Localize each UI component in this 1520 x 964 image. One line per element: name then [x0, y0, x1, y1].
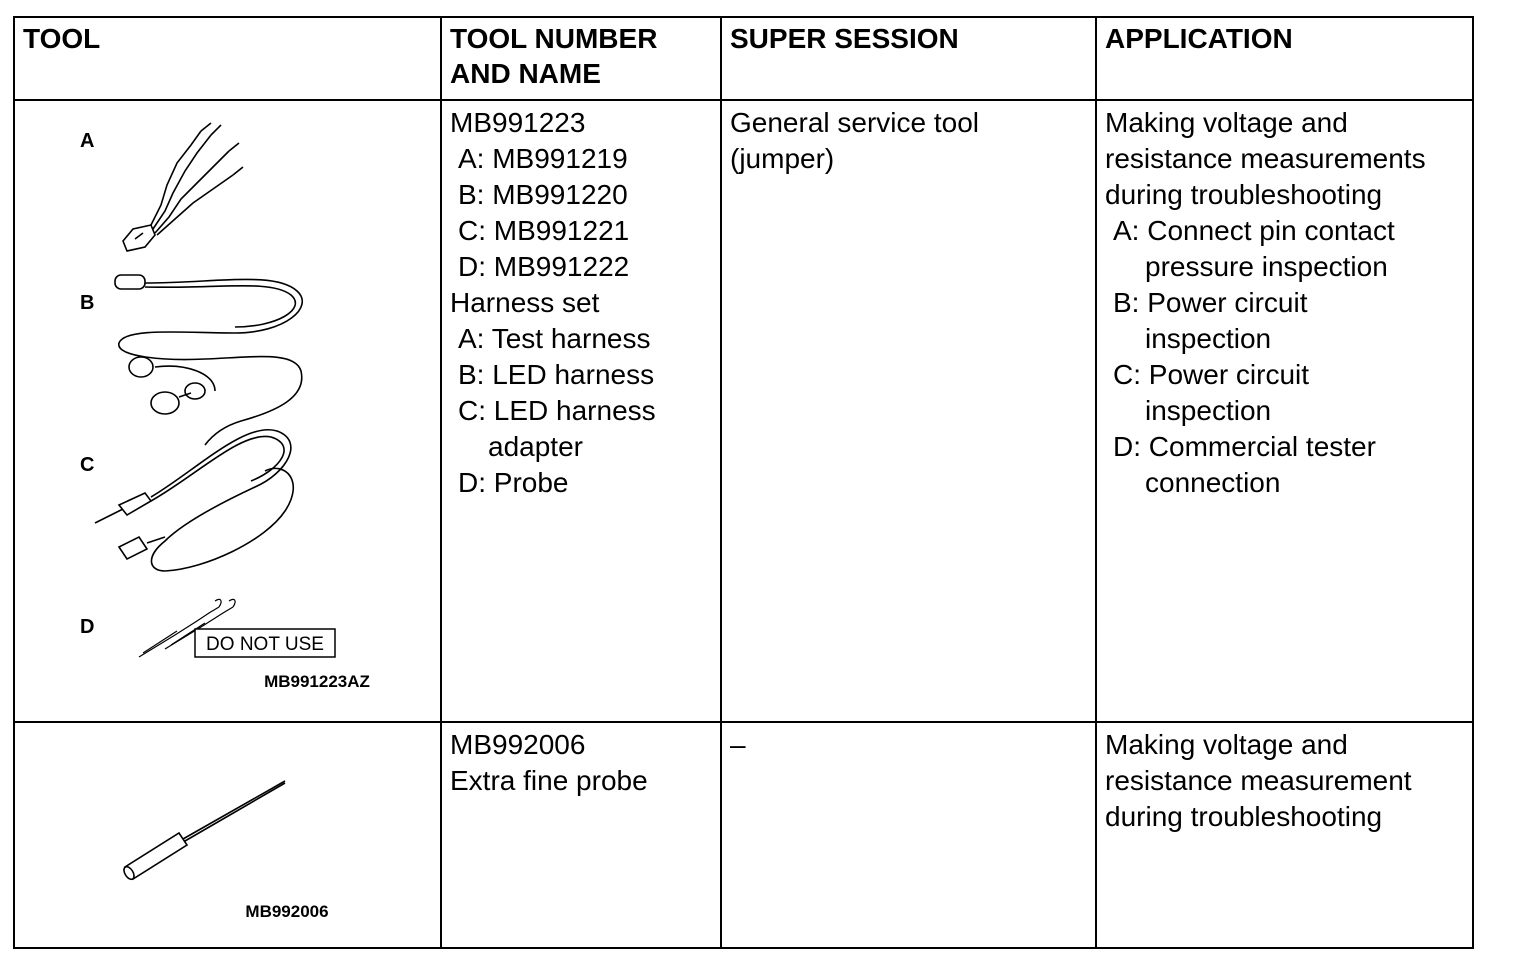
part-number: B: MB991220 [458, 179, 628, 210]
table-row [14, 100, 1473, 722]
application-line: resistance measurements [1105, 143, 1426, 174]
tool-number: MB992006 [450, 729, 586, 760]
label-b: B [80, 292, 95, 314]
label-c: C [80, 454, 95, 476]
application-line: during troubleshooting [1105, 801, 1383, 832]
application-item: C: Power circuit [1113, 359, 1310, 390]
application-item: A: Connect pin contact [1113, 215, 1395, 246]
illustration-caption: MB992006 [245, 902, 329, 921]
table-header-row [14, 17, 1473, 100]
tool-number: MB991223 [450, 107, 586, 138]
application-item-continued: connection [1145, 467, 1281, 498]
application-line: Making voltage and [1105, 107, 1348, 138]
led-harness-drawing [115, 275, 302, 445]
component-name: B: LED harness [458, 359, 655, 390]
extra-fine-probe-drawing [122, 781, 285, 881]
application-cell [1096, 722, 1473, 948]
application-line: Making voltage and [1105, 729, 1348, 760]
part-number: D: MB991222 [458, 251, 630, 282]
table-row [14, 722, 1473, 948]
tool-number-cell [441, 100, 721, 722]
super-session-line: General service tool [730, 107, 980, 138]
application-item-continued: pressure inspection [1145, 251, 1388, 282]
header-application: APPLICATION [1096, 17, 1473, 100]
application-item: D: Commercial tester [1113, 431, 1376, 462]
component-name: C: LED harness [458, 395, 656, 426]
application-item-continued: inspection [1145, 395, 1272, 426]
tool-illustration-cell [14, 722, 441, 948]
tool-name: Harness set [450, 287, 600, 318]
harness-adapter-drawing [95, 430, 293, 571]
application-line: resistance measurement [1105, 765, 1412, 796]
component-name: D: Probe [458, 467, 569, 498]
header-tool-number [441, 17, 721, 100]
header-super-session: SUPER SESSION [721, 17, 1096, 100]
extra-fine-probe-illustration [15, 723, 440, 947]
label-d: D [80, 616, 95, 638]
super-session-cell [721, 100, 1096, 722]
do-not-use-stamp: DO NOT USE [206, 634, 324, 655]
component-name: A: Test harness [458, 323, 651, 354]
part-number: C: MB991221 [458, 215, 630, 246]
super-session-cell [721, 722, 1096, 948]
super-session-line: – [730, 729, 746, 760]
application-item-continued: inspection [1145, 323, 1272, 354]
tool-number-cell [441, 722, 721, 948]
special-tools-table [13, 16, 1474, 949]
harness-set-illustration [15, 101, 440, 721]
super-session-line: (jumper) [730, 143, 835, 174]
tool-name: Extra fine probe [450, 765, 648, 796]
header-tool-number-line2: AND NAME [450, 58, 601, 89]
tool-illustration-cell [14, 100, 441, 722]
header-tool-number-line1: TOOL NUMBER [450, 23, 658, 54]
part-number: A: MB991219 [458, 143, 628, 174]
test-harness-drawing [123, 123, 243, 251]
component-name-continued: adapter [488, 431, 583, 462]
label-a: A [80, 130, 95, 152]
application-cell [1096, 100, 1473, 722]
application-item: B: Power circuit [1113, 287, 1308, 318]
illustration-caption: MB991223AZ [264, 672, 370, 691]
header-tool: TOOL [14, 17, 441, 100]
application-line: during troubleshooting [1105, 179, 1383, 210]
